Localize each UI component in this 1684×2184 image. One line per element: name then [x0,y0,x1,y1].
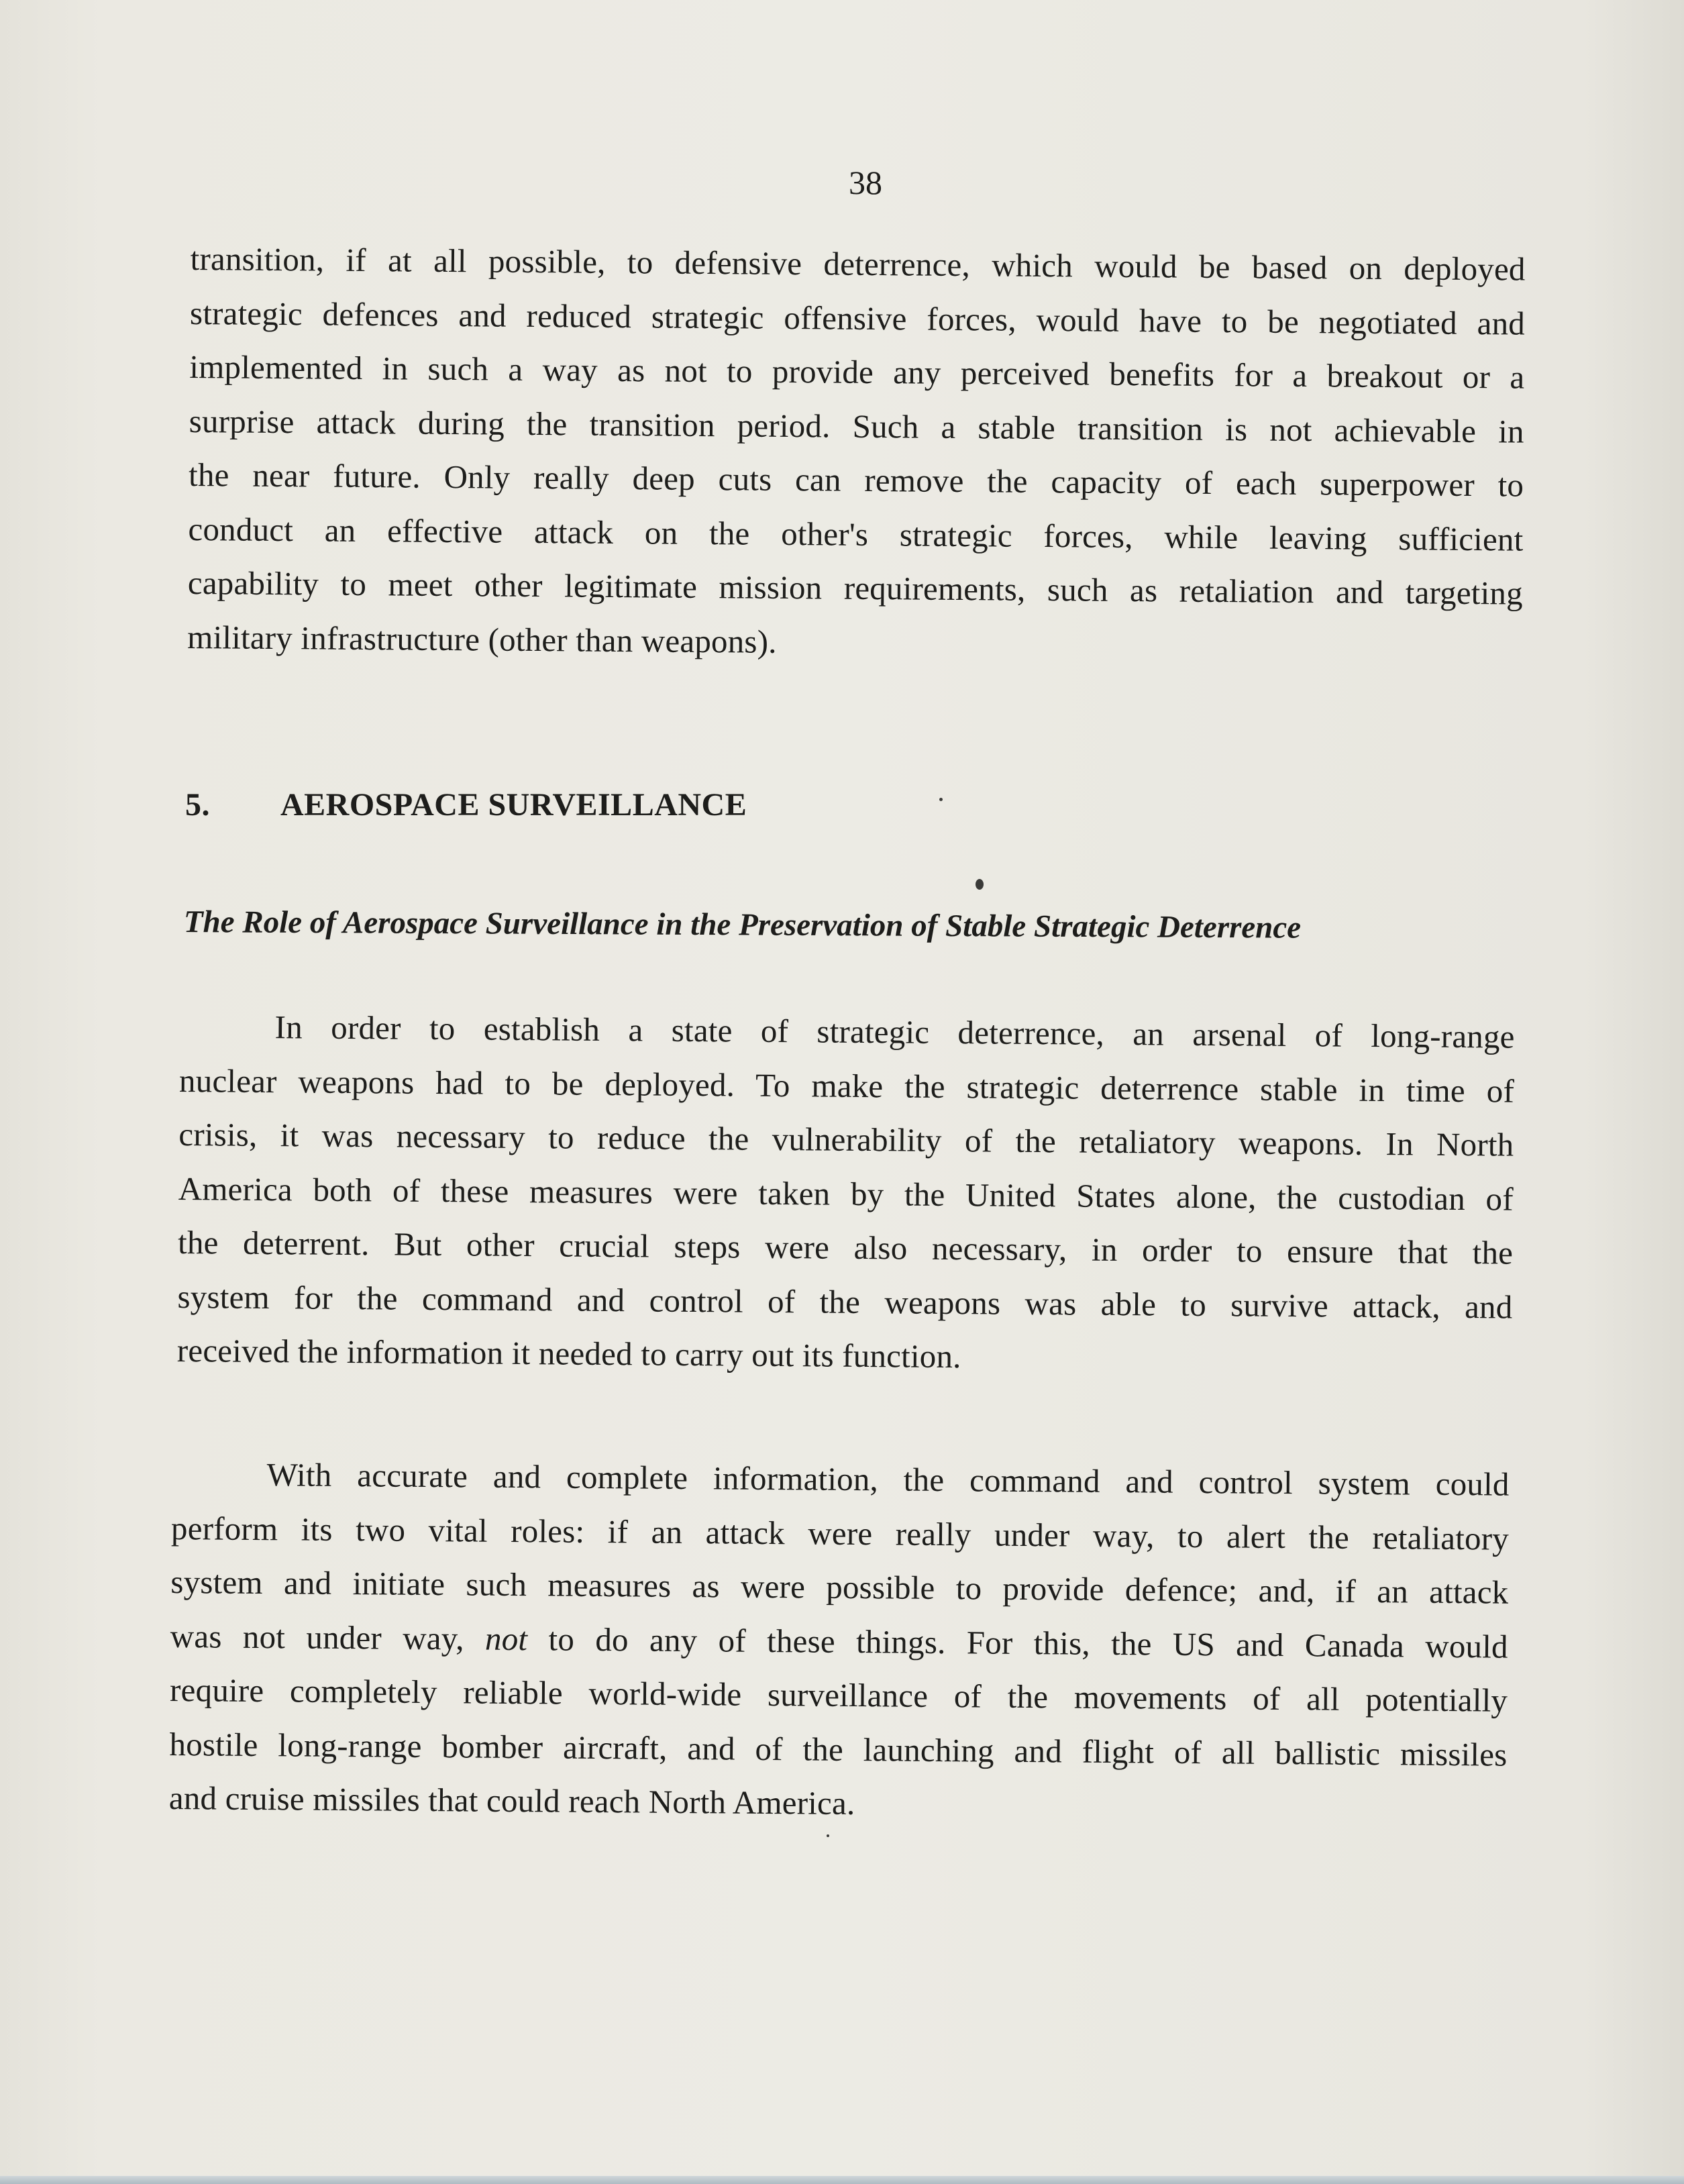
text-line: America both of these measures were taken by the United States alone, the custodian of [178,1169,1514,1218]
text-line: received the information it needed to carry out its function. [176,1331,961,1375]
text-line: In order to establish a state of strategic deterrence, an arsenal of long-range [274,1008,1515,1055]
text-run: to do any of these things. For this, the US and Canada would [527,1620,1508,1665]
page-number: 38 [849,164,882,201]
text-line: nuclear weapons had to be deployed. To make the strategic deterrence stable in time of [178,1061,1515,1110]
text-line: the deterrent. But other crucial steps were also necessary, in order to ensure that the [177,1223,1514,1271]
scan-speck [976,879,984,890]
text-run: was not under way, [170,1617,486,1657]
text-line: require completely reliable world-wide surveillance of the movements of all potentially [169,1671,1508,1719]
paragraph-1 [187,232,1526,675]
scan-speck [827,1834,829,1837]
text-line: surprise attack during the transition period. Such a stable transition is not achievable in [189,402,1524,450]
text-line: crisis, it was necessary to reduce the vulnerability of the retaliatory weapons. In North [178,1115,1514,1163]
page-bottom-edge [0,2176,1684,2184]
text-line: and cruise missiles that could reach North America. [168,1779,855,1822]
text-line: transition, if at all possible, to defensive deterrence, which would be based on deployed [190,240,1526,288]
scan-speck [939,798,943,801]
text-line: hostile long-range bomber aircraft, and of the launching and flight of all ballistic missiles [169,1725,1508,1773]
text-line: perform its two vital roles: if an attack were really under way, to alert the retaliatory [170,1509,1510,1557]
text-line: the near future. Only really deep cuts can remove the capacity of each superpower to [188,456,1524,504]
text-line [170,1609,1508,1673]
text-line: conduct an effective attack on the other's strategic forces, while leaving sufficient [188,510,1524,558]
text-line: capability to meet other legitimate mission requirements, such as retaliation and targeting [187,564,1524,612]
text-line: implemented in such a way as not to provide any perceived benefits for a breakout or a [189,348,1525,396]
paragraph-3 [169,1447,1510,1836]
section-subheading: The Role of Aerospace Surveillance in the Preservation of Stable Strategic Deterrence [183,904,1302,945]
text-line: With accurate and complete information, the command and control system could [266,1456,1510,1503]
paragraph-2 [177,1000,1515,1388]
section-number: 5. [185,787,210,823]
text-line: military infrastructure (other than weapons). [187,618,777,660]
text-line: strategic defences and reduced strategic offensive forces, would have to be negotiated and [189,294,1526,342]
section-title: AEROSPACE SURVEILLANCE [280,787,747,823]
text-line: system and initiate such measures as were possible to provide defence; and, if an attack [170,1563,1509,1611]
emphasis-text: not [484,1620,528,1657]
text-line: system for the command and control of the weapons was able to survive attack, and [177,1278,1513,1326]
section-heading [185,785,747,825]
